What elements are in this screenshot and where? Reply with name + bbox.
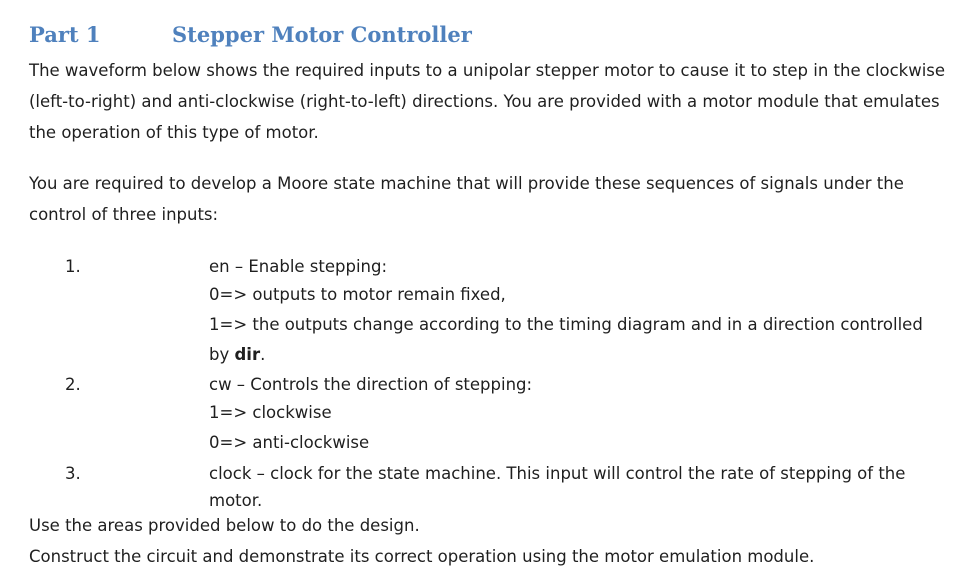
input-title: en – Enable stepping:	[209, 257, 388, 276]
input-title: cw – Controls the direction of stepping:	[209, 375, 533, 394]
list-number: 2.	[65, 375, 81, 394]
section-title: Stepper Motor Controller	[172, 22, 472, 47]
input-option: 1=> clockwise	[209, 403, 332, 422]
list-item-body	[209, 371, 939, 458]
dir-signal-name: dir	[234, 345, 261, 364]
input-description: clock – clock for the state machine. This input will control the rate of stepping of the motor.	[209, 464, 906, 510]
option-text-end: .	[260, 345, 266, 364]
input-option: 0=> outputs to motor remain fixed,	[209, 285, 506, 304]
requirement-paragraph: You are required to develop a Moore state machine that will provide these sequences of signals under the control of three inputs:	[29, 174, 904, 224]
option-text: 1=> the outputs change according to the timing diagram and in a direction controlled by	[209, 315, 923, 364]
closing-instruction: Construct the circuit and demonstrate its correct operation using the motor emulation module.	[29, 547, 815, 566]
list-number: 1.	[65, 257, 81, 276]
list-number: 3.	[65, 464, 81, 483]
list-item-body	[209, 253, 939, 370]
closing-instruction: Use the areas provided below to do the design.	[29, 516, 420, 535]
part-label: Part 1	[29, 22, 101, 47]
input-option	[209, 310, 939, 370]
intro-paragraph: The waveform below shows the required inputs to a unipolar stepper motor to cause it to step in the clockwise (left-to-right) and anti-clockwise (right-to-left) directions. You are provided with a motor module that emulates the operation of this type of motor.	[29, 61, 946, 142]
input-option: 0=> anti-clockwise	[209, 433, 370, 452]
list-item-body	[209, 460, 939, 514]
